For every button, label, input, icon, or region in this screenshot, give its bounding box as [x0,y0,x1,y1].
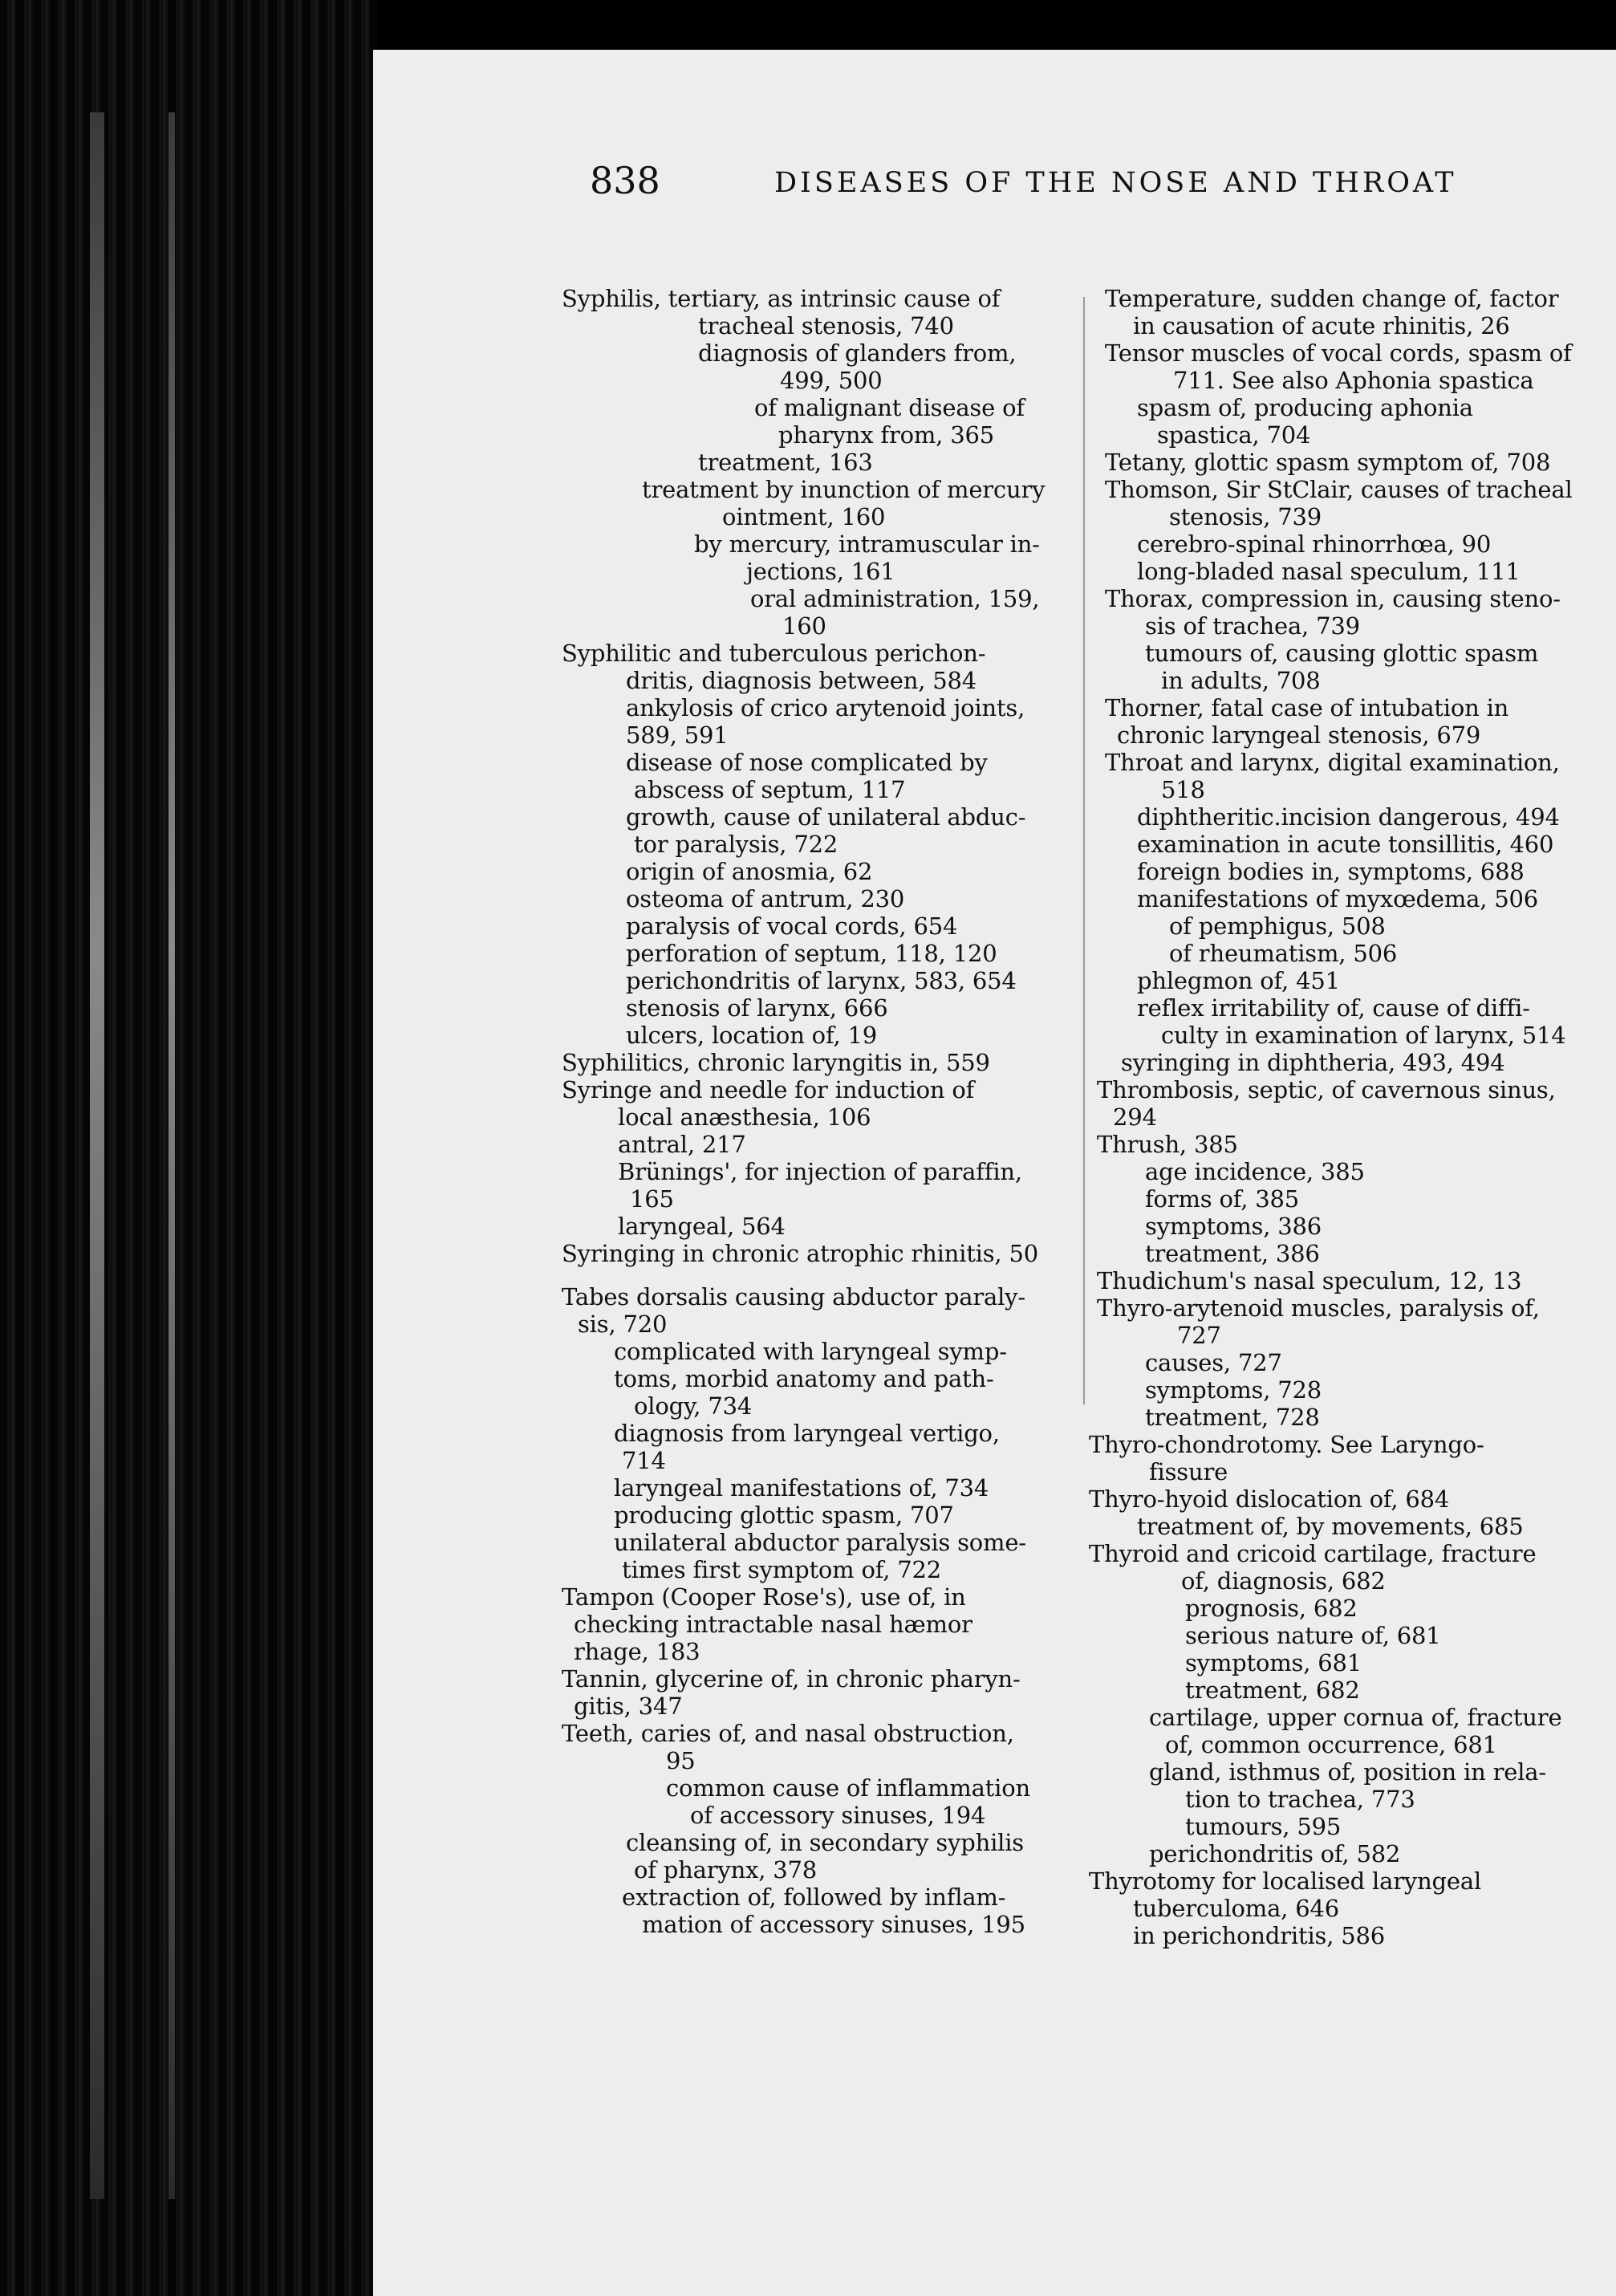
index-entry-line: diphtheritic.incision dangerous, 494 [1137,803,1560,831]
index-entry-line: of, common occurrence, 681 [1165,1731,1497,1758]
index-entry-line: jections, 161 [746,558,895,585]
index-entry-line: laryngeal manifestations of, 734 [614,1474,989,1502]
index-entry-line: tuberculoma, 646 [1133,1895,1339,1922]
index-entry-line: Thorax, compression in, causing steno- [1105,585,1561,612]
index-entry-line: local anæsthesia, 106 [618,1103,871,1131]
index-entry-line: abscess of septum, 117 [634,776,906,803]
scan-artifact-band [169,112,175,2199]
index-entry-line: treatment of, by movements, 685 [1137,1513,1524,1540]
index-entry-line: checking intractable nasal hæmor [574,1611,972,1638]
index-entry-line: Syphilis, tertiary, as intrinsic cause of [562,285,1001,312]
column-divider [1083,297,1085,1404]
index-entry-line: producing glottic spasm, 707 [614,1502,954,1529]
index-entry-line: tracheal stenosis, 740 [698,312,954,339]
index-entry-line: times first symptom of, 722 [622,1556,942,1583]
index-entry-line: disease of nose complicated by [626,749,988,776]
index-entry-line: fissure [1149,1458,1228,1485]
index-entry-line: ology, 734 [634,1392,753,1420]
index-entry-line: 160 [782,612,826,640]
index-entry-line: perforation of septum, 118, 120 [626,940,997,967]
index-entry-line: in causation of acute rhinitis, 26 [1133,312,1510,339]
index-entry-line: 711. See also Aphonia spastica [1173,367,1534,394]
index-entry-line: unilateral abductor paralysis some- [614,1529,1026,1556]
index-entry-line: treatment, 163 [698,449,873,476]
index-entry-line: paralysis of vocal cords, 654 [626,912,958,940]
index-entry-line: treatment, 728 [1145,1404,1320,1431]
index-entry-line: Temperature, sudden change of, factor [1105,285,1559,312]
index-entry-line: symptoms, 728 [1145,1376,1322,1404]
index-entry-line: stenosis, 739 [1169,503,1322,530]
index-entry-line: 589, 591 [626,721,729,749]
index-entry-line: age incidence, 385 [1145,1158,1365,1185]
index-entry-line: pharynx from, 365 [778,421,994,449]
index-entry-line: diagnosis from laryngeal vertigo, [614,1420,1000,1447]
index-entry-line: Syringe and needle for induction of [562,1076,975,1103]
running-title: DISEASES OF THE NOSE AND THROAT [774,167,1457,199]
index-entry-line: sis of trachea, 739 [1145,612,1360,640]
index-entry-line: spasm of, producing aphonia [1137,394,1473,421]
index-entry-line: diagnosis of glanders from, [698,339,1017,367]
index-entry-line: tumours of, causing glottic spasm [1145,640,1539,667]
index-entry-line: in adults, 708 [1161,667,1321,694]
index-entry-line: long-bladed nasal speculum, 111 [1137,558,1521,585]
index-entry-line: perichondritis of larynx, 583, 654 [626,967,1017,994]
index-entry-line: 518 [1161,776,1205,803]
index-entry-line: of pemphigus, 508 [1169,912,1386,940]
index-entry-line: phlegmon of, 451 [1137,967,1340,994]
index-entry-line: 165 [630,1185,674,1213]
index-entry-line: common cause of inflammation [666,1774,1030,1802]
page-header [590,159,1457,215]
index-entry-line: Thyro-chondrotomy. See Laryngo- [1089,1431,1484,1458]
index-entry-line: treatment, 682 [1185,1676,1360,1704]
index-entry-line: foreign bodies in, symptoms, 688 [1137,858,1525,885]
index-entry-line: Tetany, glottic spasm symptom of, 708 [1105,449,1551,476]
index-entry-line: growth, cause of unilateral abduc- [626,803,1026,831]
index-entry-line: tion to trachea, 773 [1185,1786,1415,1813]
index-entry-line: 499, 500 [780,367,883,394]
index-entry-line: chronic laryngeal stenosis, 679 [1117,721,1481,749]
index-entry-line: Tensor muscles of vocal cords, spasm of [1105,339,1572,367]
index-entry-line: stenosis of larynx, 666 [626,994,888,1022]
index-entry-line: Throat and larynx, digital examination, [1105,749,1560,776]
index-entry-line: culty in examination of larynx, 514 [1161,1022,1566,1049]
index-entry-line: laryngeal, 564 [618,1213,786,1240]
index-entry-line: in perichondritis, 586 [1133,1922,1385,1949]
index-entry-line: cerebro-spinal rhinorrhœa, 90 [1137,530,1492,558]
index-entry-line: Tabes dorsalis causing abductor paraly- [562,1283,1025,1311]
index-entry-line: Thyro-hyoid dislocation of, 684 [1089,1485,1450,1513]
index-entry-line: spastica, 704 [1157,421,1311,449]
index-entry-line: of accessory sinuses, 194 [690,1802,986,1829]
index-entry-line: Teeth, caries of, and nasal obstruction, [562,1720,1014,1747]
index-entry-line: perichondritis of, 582 [1149,1840,1401,1867]
index-entry-line: gland, isthmus of, position in rela- [1149,1758,1546,1786]
index-entry-line: prognosis, 682 [1185,1595,1358,1622]
index-entry-line: of, diagnosis, 682 [1181,1567,1386,1595]
index-entry-line: 714 [622,1447,666,1474]
index-entry-line: causes, 727 [1145,1349,1282,1376]
index-entry-line: dritis, diagnosis between, 584 [626,667,977,694]
index-entry-line: rhage, 183 [574,1638,700,1665]
index-entry-line: Thyroid and cricoid cartilage, fracture [1089,1540,1537,1567]
index-entry-line: of pharynx, 378 [634,1856,818,1884]
index-entry-line: by mercury, intramuscular in- [694,530,1040,558]
index-entry-line: treatment, 386 [1145,1240,1320,1267]
index-entry-line: Syphilitics, chronic laryngitis in, 559 [562,1049,990,1076]
index-entry-line: gitis, 347 [574,1693,683,1720]
index-entry-line: symptoms, 386 [1145,1213,1322,1240]
index-entry-line: antral, 217 [618,1131,746,1158]
index-entry-line: manifestations of myxœdema, 506 [1137,885,1539,912]
index-entry-line: osteoma of antrum, 230 [626,885,905,912]
index-entry-line: Thrush, 385 [1097,1131,1238,1158]
index-entry-line: symptoms, 681 [1185,1649,1362,1676]
index-entry-line: Syringing in chronic atrophic rhinitis, 50 [562,1240,1038,1267]
index-entry-line: Tannin, glycerine of, in chronic pharyn- [562,1665,1021,1693]
index-entry-line: of rheumatism, 506 [1169,940,1398,967]
index-entry-line: of malignant disease of [754,394,1025,421]
index-entry-line: treatment by inunction of mercury [642,476,1046,503]
index-entry-line: sis, 720 [578,1311,668,1338]
scan-artifact-band [90,112,104,2199]
index-entry-line: Thrombosis, septic, of cavernous sinus, [1097,1076,1556,1103]
index-entry-line: Thorner, fatal case of intubation in [1105,694,1509,721]
index-entry-line: Tampon (Cooper Rose's), use of, in [562,1583,966,1611]
index-entry-line: ankylosis of crico arytenoid joints, [626,694,1025,721]
index-entry-line: ulcers, location of, 19 [626,1022,877,1049]
scan-binding-edge [0,0,377,2296]
index-entry-line: complicated with laryngeal symp- [614,1338,1007,1365]
index-entry-line: 727 [1177,1322,1221,1349]
index-entry-line: origin of anosmia, 62 [626,858,873,885]
index-entry-line: Thudichum's nasal speculum, 12, 13 [1097,1267,1522,1294]
index-entry-line: Thyro-arytenoid muscles, paralysis of, [1097,1294,1540,1322]
index-entry-line: forms of, 385 [1145,1185,1300,1213]
index-entry-line: toms, morbid anatomy and path- [614,1365,994,1392]
index-entry-line: Thomson, Sir StClair, causes of tracheal [1105,476,1573,503]
index-entry-line: 95 [666,1747,696,1774]
index-entry-line: tumours, 595 [1185,1813,1342,1840]
page-number: 838 [590,159,660,202]
index-entry-line: 294 [1113,1103,1157,1131]
index-entry-line: serious nature of, 681 [1185,1622,1441,1649]
index-entry-line: reflex irritability of, cause of diffi- [1137,994,1530,1022]
index-entry-line: Thyrotomy for localised laryngeal [1089,1867,1482,1895]
index-entry-line: mation of accessory sinuses, 195 [642,1911,1025,1938]
index-entry-line: cleansing of, in secondary syphilis [626,1829,1024,1856]
index-entry-line: examination in acute tonsillitis, 460 [1137,831,1554,858]
index-entry-line: tor paralysis, 722 [634,831,838,858]
index-entry-line: oral administration, 159, [750,585,1040,612]
index-entry-line: extraction of, followed by inflam- [622,1884,1006,1911]
index-entry-line: ointment, 160 [722,503,886,530]
index-entry-line: cartilage, upper cornua of, fracture [1149,1704,1562,1731]
index-entry-line: Brünings', for injection of paraffin, [618,1158,1022,1185]
index-entry-line: syringing in diphtheria, 493, 494 [1121,1049,1505,1076]
index-entry-line: Syphilitic and tuberculous perichon- [562,640,986,667]
